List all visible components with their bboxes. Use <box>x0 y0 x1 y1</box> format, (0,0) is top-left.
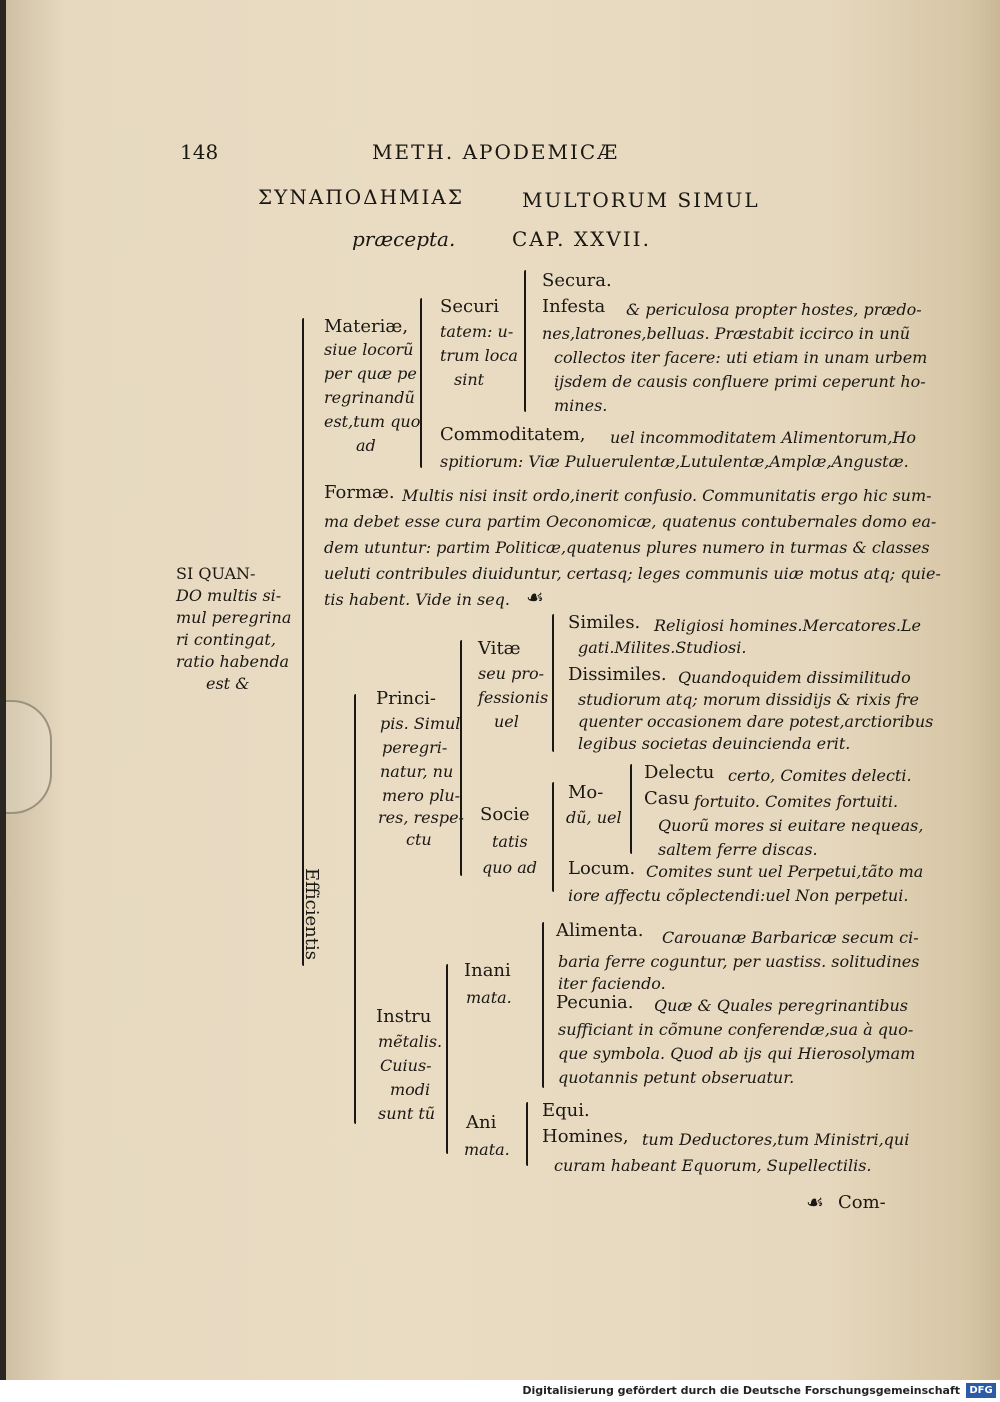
similes-head: Similes. <box>568 612 641 633</box>
commoditatem-line-1: uel incommoditatem Alimentorum,Ho <box>610 428 917 447</box>
casu-head: Casu <box>644 788 690 809</box>
equi-label: Equi. <box>542 1100 590 1121</box>
securitatem-line-2: tatem: u- <box>440 322 514 341</box>
pecunia-head: Pecunia. <box>556 992 634 1013</box>
securitatem-line-3: trum loca <box>440 346 518 365</box>
infesta-line-2: nes,latrones,belluas. Præstabit iccirco in unũ <box>542 324 911 343</box>
instrumentalis-line-3: Cuius- <box>380 1056 432 1075</box>
principis-line-7: ctu <box>406 830 432 849</box>
pecunia-line-3: que symbola. Quod ab ijs qui Hierosolymam <box>558 1044 916 1063</box>
materiae-line-5: est,tum quo <box>324 412 421 431</box>
dissimiles-line-2: studiorum atq; morum dissidijs & rixis fre <box>578 690 919 709</box>
animata-line-2: mata. <box>464 1140 510 1159</box>
secura-label: Secura. <box>542 270 612 291</box>
modu-brace <box>630 764 632 854</box>
principis-head: Princi- <box>376 688 436 709</box>
dfg-logo: DFG <box>966 1383 996 1398</box>
animata-head: Ani <box>466 1112 497 1133</box>
securitatem-head: Securi <box>440 296 500 317</box>
societatis-head: Socie <box>480 804 530 825</box>
infesta-line-5: mines. <box>554 396 608 415</box>
locum-line-1: Comites sunt uel Perpetui,tãto ma <box>646 862 924 881</box>
homines-line-2: curam habeant Equorum, Supellectilis. <box>554 1156 872 1175</box>
catchword: Com- <box>838 1192 886 1213</box>
chapter-heading: CAP. XXVII. <box>512 227 651 251</box>
page-number: 148 <box>180 140 219 164</box>
title-praecepta: præcepta. <box>352 227 456 251</box>
pecunia-line-1: Quæ & Quales peregrinantibus <box>654 996 909 1015</box>
infesta-line-3: collectos iter facere: uti etiam in unam urbem <box>554 348 928 367</box>
instrumentalis-line-5: sunt tũ <box>378 1104 436 1123</box>
delectu-line-1: certo, Comites delecti. <box>728 766 912 785</box>
vitae-line-2: seu pro- <box>478 664 544 683</box>
principis-line-3: peregri- <box>382 738 448 757</box>
root-line-6: est & <box>206 674 250 693</box>
securitatem-line-4: sint <box>454 370 485 389</box>
vitae-head: Vitæ <box>478 638 521 659</box>
inanimata-line-2: mata. <box>466 988 512 1007</box>
commoditatem-head: Commoditatem, <box>440 424 586 445</box>
similes-line-2: gati.Milites.Studiosi. <box>578 638 747 657</box>
casu-line-2: Quorũ mores si euitare nequeas, <box>658 816 924 835</box>
homines-line-1: tum Deductores,tum Ministri,qui <box>642 1130 910 1149</box>
materiae-line-6: ad <box>356 436 376 455</box>
dissimiles-head: Dissimiles. <box>568 664 667 685</box>
societatis-brace <box>552 782 554 892</box>
running-title: METH. APODEMICÆ <box>372 140 620 164</box>
dissimiles-line-4: legibus societas deuincienda erit. <box>578 734 851 753</box>
animata-brace <box>526 1102 528 1166</box>
infesta-line-1: & periculosa propter hostes, prædo- <box>626 300 922 319</box>
formae-line-4: ueluti contribules diuiduntur, certasq; leges communis uiæ motus atq; quie- <box>324 564 941 583</box>
inanimata-brace <box>542 922 544 1088</box>
efficientis-label: Efficientis <box>301 868 322 960</box>
instrumentalis-brace <box>446 964 448 1154</box>
pecunia-line-2: sufficiant in cõmune conferendæ,sua à quo- <box>558 1020 914 1039</box>
title-greek: ΣΥΝΑΠΟΔΗΜΙΑΣ <box>258 185 464 209</box>
formae-fleuron: ☙ <box>526 585 544 609</box>
modu-head: Mo- <box>568 782 604 803</box>
societatis-line-2: tatis <box>492 832 528 851</box>
vitae-brace <box>552 614 554 752</box>
materiae-line-3: per quæ pe <box>324 364 417 383</box>
alimenta-line-2: baria ferre coguntur, per uastiss. solitudines <box>558 952 920 971</box>
funding-credit: Digitalisierung gefördert durch die Deutsche Forschungsgemeinschaft <box>522 1384 960 1397</box>
homines-head: Homines, <box>542 1126 629 1147</box>
vitae-line-4: uel <box>494 712 519 731</box>
book-page <box>6 0 1000 1380</box>
instrumentalis-head: Instru <box>376 1006 432 1027</box>
principis-brace <box>460 640 462 876</box>
vitae-line-3: fessionis <box>478 688 549 707</box>
instrumentalis-line-4: modi <box>390 1080 431 1099</box>
materiae-head: Materiæ, <box>324 316 409 337</box>
title-latin: MULTORUM SIMUL <box>522 188 760 212</box>
infesta-line-4: ijsdem de causis confluere primi ceperunt ho- <box>554 372 926 391</box>
societatis-line-3: quo ad <box>482 858 538 877</box>
securitatem-brace <box>524 270 526 412</box>
delectu-head: Delectu <box>644 762 715 783</box>
root-line-5: ratio habenda <box>176 652 290 671</box>
dissimiles-line-3: quenter occasionem dare potest,arctioribus <box>578 712 934 731</box>
formae-line-3: dem utuntur: partim Politicæ,quatenus plures numero in turmas & classes <box>324 538 930 557</box>
footer-bar <box>0 1380 1000 1402</box>
formae-line-5: tis habent. Vide in seq. <box>324 590 511 609</box>
locum-head: Locum. <box>568 858 636 879</box>
catchword-fleuron: ☙ <box>806 1190 824 1214</box>
formae-head: Formæ. <box>324 482 395 503</box>
materiae-line-4: regrinandũ <box>324 388 415 407</box>
casu-line-1: fortuito. Comites fortuiti. <box>694 792 899 811</box>
principis-line-6: res, respe- <box>378 808 464 827</box>
infesta-head: Infesta <box>542 296 606 317</box>
root-line-2: DO multis si- <box>176 586 282 605</box>
materiae-brace <box>420 298 422 468</box>
principis-line-2: pis. Simul <box>380 714 461 733</box>
pecunia-line-4: quotannis petunt obseruatur. <box>558 1068 795 1087</box>
principis-line-4: natur, nu <box>380 762 454 781</box>
previous-leaf-edge <box>6 700 52 814</box>
formae-line-1: Multis nisi insit ordo,inerit confusio. Communitatis ergo hic sum- <box>402 486 932 505</box>
alimenta-head: Alimenta. <box>556 920 644 941</box>
locum-line-2: iore affectu cõplectendi:uel Non perpetui. <box>568 886 909 905</box>
casu-line-3: saltem ferre discas. <box>658 840 818 859</box>
root-line-4: ri contingat, <box>176 630 276 649</box>
similes-line-1: Religiosi homines.Mercatores.Le <box>654 616 922 635</box>
root-line-1: SI QUAN- <box>176 564 256 583</box>
formae-line-2: ma debet esse cura partim Oeconomicæ, quatenus contubernales domo ea- <box>324 512 937 531</box>
dissimiles-line-1: Quandoquidem dissimilitudo <box>678 668 911 687</box>
modu-line-2: dũ, uel <box>566 808 622 827</box>
root-line-3: mul peregrina <box>176 608 292 627</box>
commoditatem-line-2: spitiorum: Viæ Puluerulentæ,Lutulentæ,Amplæ,Angustæ. <box>440 452 909 471</box>
instrumentalis-line-2: mẽtalis. <box>378 1032 443 1051</box>
materiae-line-2: siue locorũ <box>324 340 414 359</box>
principis-line-5: mero plu- <box>382 786 461 805</box>
efficientis-brace <box>354 694 356 1124</box>
alimenta-line-3: iter faciendo. <box>558 974 666 993</box>
inanimata-head: Inani <box>464 960 511 981</box>
alimenta-line-1: Carouanæ Barbaricæ secum ci- <box>662 928 919 947</box>
